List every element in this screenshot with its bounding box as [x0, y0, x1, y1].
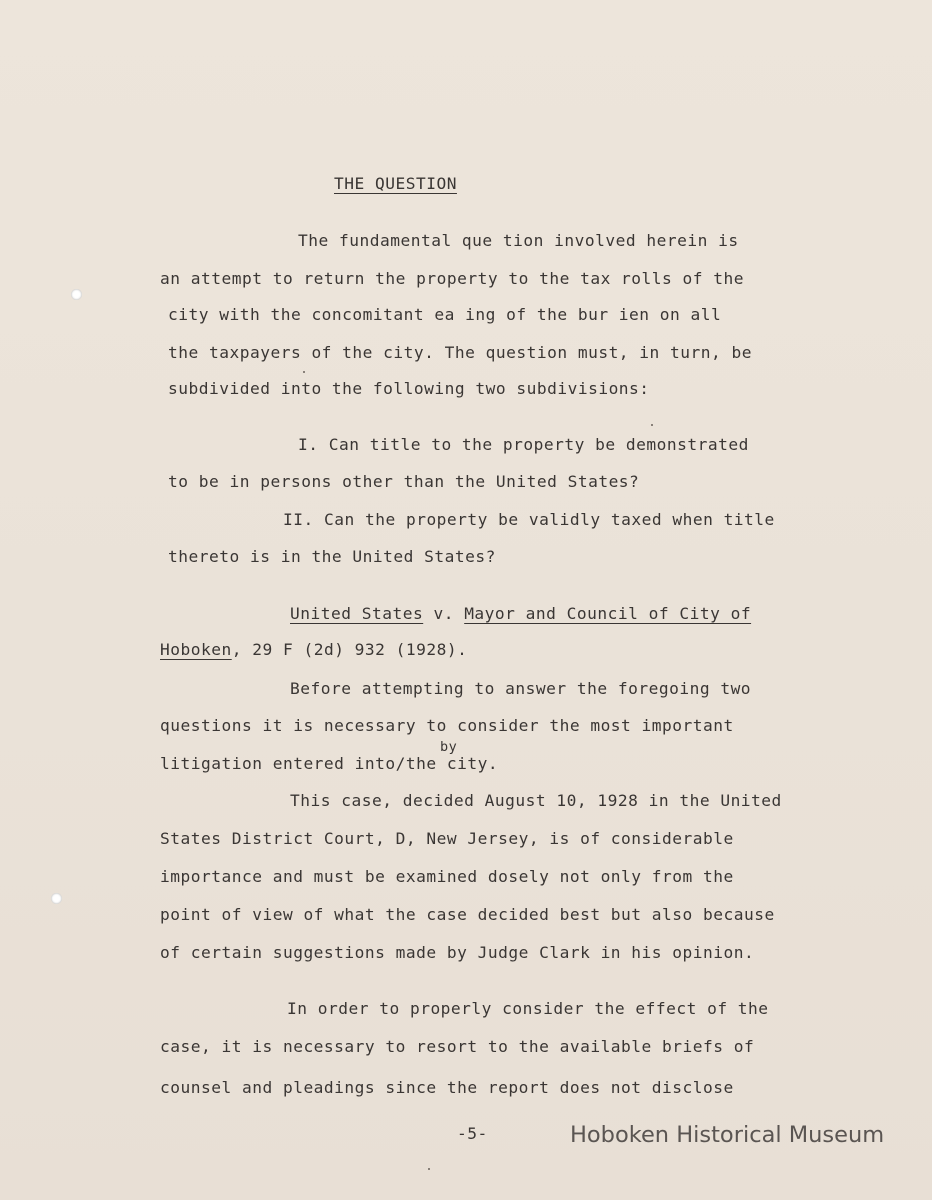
- paragraph-3-line-5: of certain suggestions made by Judge Clark in his opinion.: [160, 943, 755, 962]
- question-1-line-1: I. Can title to the property be demonstrated: [298, 435, 749, 454]
- paragraph-1-line-4: the taxpayers of the city. The question must, in turn, be: [168, 343, 753, 362]
- case-defendant-city: Hoboken: [160, 640, 232, 659]
- paper-speck: [651, 424, 653, 426]
- page-number: -5-: [457, 1124, 488, 1143]
- question-2-line-2: thereto is in the United States?: [168, 547, 496, 566]
- paragraph-4-line-3: counsel and pleadings since the report does not disclose: [160, 1078, 734, 1097]
- paragraph-3-line-4: point of view of what the case decided best but also because: [160, 905, 775, 924]
- paragraph-2-line-3: litigation entered into/the city.: [160, 754, 499, 773]
- paragraph-1-line-3: city with the concomitant ea ing of the bur ien on all: [168, 305, 722, 324]
- paragraph-1-line-5: subdivided into the following two subdivisions:: [168, 379, 650, 398]
- paragraph-1-line-2: an attempt to return the property to the tax rolls of the: [160, 269, 745, 288]
- case-reporter-citation: , 29 F (2d) 932 (1928).: [231, 640, 468, 659]
- paper-speck: [303, 371, 305, 373]
- question-1-line-2: to be in persons other than the United States?: [168, 472, 640, 491]
- case-versus: v.: [423, 604, 465, 623]
- document-title: THE QUESTION: [334, 174, 457, 193]
- paragraph-2-line-1: Before attempting to answer the foregoing two: [290, 679, 752, 698]
- paragraph-3-line-2: States District Court, D, New Jersey, is of considerable: [160, 829, 734, 848]
- paper-speck: [428, 1168, 430, 1170]
- museum-watermark: Hoboken Historical Museum: [570, 1122, 885, 1148]
- paragraph-2-line-2: questions it is necessary to consider the most important: [160, 716, 734, 735]
- paragraph-3-line-3: importance and must be examined dosely not only from the: [160, 867, 734, 886]
- case-defendant: Mayor and Council of City of: [464, 604, 752, 623]
- case-citation-line-1: [290, 606, 751, 622]
- binder-hole-bottom: [51, 893, 62, 904]
- question-2-line-1: II. Can the property be validly taxed when title: [283, 510, 775, 529]
- case-plaintiff: United States: [290, 604, 424, 623]
- paragraph-1-line-1: The fundamental que tion involved herein is: [298, 231, 739, 250]
- paragraph-2-insertion: by: [440, 739, 458, 755]
- case-citation-line-2: [160, 642, 467, 658]
- paragraph-4-line-2: case, it is necessary to resort to the available briefs of: [160, 1037, 755, 1056]
- binder-hole-top: [71, 289, 82, 300]
- paragraph-4-line-1: In order to properly consider the effect of the: [287, 999, 769, 1018]
- paragraph-3-line-1: This case, decided August 10, 1928 in the United: [290, 791, 782, 810]
